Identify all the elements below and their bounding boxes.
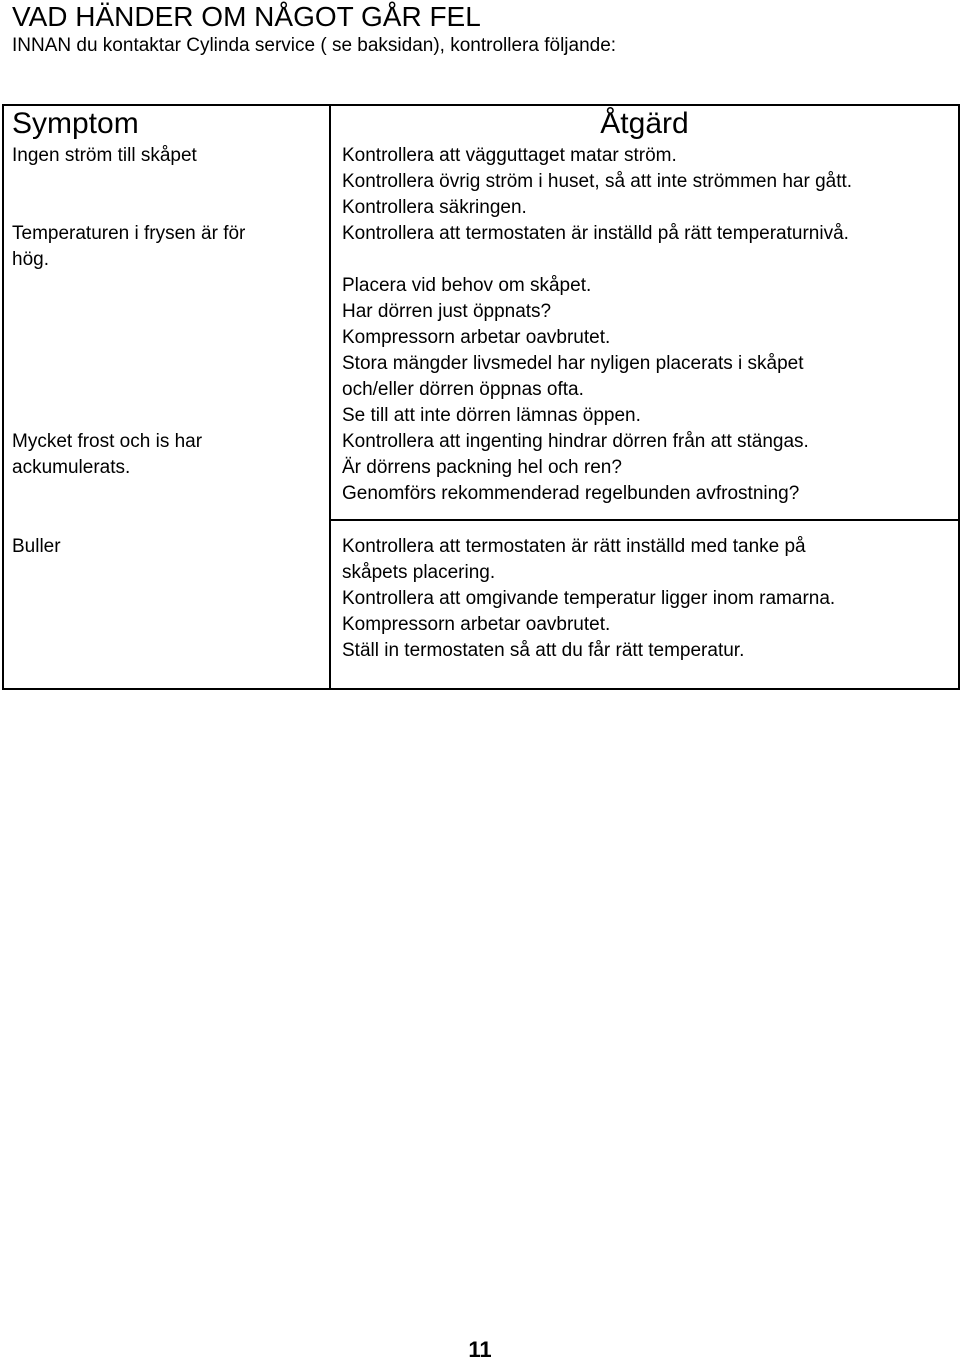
- symptom-cell: [12, 221, 322, 273]
- column-header-action: Åtgärd: [600, 107, 689, 140]
- action-line: Stora mängder livsmedel har nyligen placerats i skåpet: [342, 353, 804, 374]
- symptom-cell: [12, 534, 322, 560]
- action-line: Kontrollera att ingenting hindrar dörren från att stängas.: [342, 431, 809, 452]
- action-line: Kontrollera att omgivande temperatur ligger inom ramarna.: [342, 588, 836, 609]
- action-line: Placera vid behov om skåpet.: [342, 275, 592, 296]
- table-border-left: [2, 104, 4, 690]
- symptom-line: ackumulerats.: [12, 457, 131, 478]
- action-cell: [342, 429, 947, 507]
- symptom-line: Ingen ström till skåpet: [12, 145, 197, 166]
- action-line: Kontrollera övrig ström i huset, så att inte strömmen har gått.: [342, 171, 853, 192]
- action-line: [342, 247, 947, 273]
- column-header-symptom: Symptom: [12, 107, 139, 140]
- action-line: Är dörrens packning hel och ren?: [342, 457, 622, 478]
- action-line: Kontrollera säkringen.: [342, 197, 527, 218]
- page-subtitle: INNAN du kontaktar Cylinda service ( se baksidan), kontrollera följande:: [12, 35, 617, 56]
- table-row-divider: [329, 519, 960, 521]
- action-line: Kompressorn arbetar oavbrutet.: [342, 327, 611, 348]
- action-cell: [342, 143, 947, 221]
- action-line: Kompressorn arbetar oavbrutet.: [342, 614, 611, 635]
- symptom-cell: [12, 429, 322, 481]
- action-cell: [342, 221, 947, 429]
- action-line: Har dörren just öppnats?: [342, 301, 552, 322]
- symptom-line: Temperaturen i frysen är för: [12, 223, 246, 244]
- table-column-divider: [329, 104, 331, 690]
- action-cell: [342, 534, 947, 664]
- action-line: Kontrollera att termostaten är rätt inställd med tanke på: [342, 536, 806, 557]
- page-title: VAD HÄNDER OM NÅGOT GÅR FEL: [12, 1, 481, 32]
- symptom-cell: [12, 143, 322, 169]
- symptom-line: hög.: [12, 249, 49, 270]
- action-line: Kontrollera att vägguttaget matar ström.: [342, 145, 677, 166]
- symptom-line: Mycket frost och is har: [12, 431, 203, 452]
- action-line: Se till att inte dörren lämnas öppen.: [342, 405, 641, 426]
- action-line: och/eller dörren öppnas ofta.: [342, 379, 584, 400]
- table-border-bottom: [2, 688, 960, 690]
- action-line: Kontrollera att termostaten är inställd på rätt temperaturnivå.: [342, 223, 849, 244]
- action-line: Genomförs rekommenderad regelbunden avfrostning?: [342, 483, 800, 504]
- action-line: skåpets placering.: [342, 562, 496, 583]
- action-line: Ställ in termostaten så att du får rätt temperatur.: [342, 640, 745, 661]
- page-number: 11: [468, 1337, 492, 1362]
- symptom-line: Buller: [12, 536, 61, 557]
